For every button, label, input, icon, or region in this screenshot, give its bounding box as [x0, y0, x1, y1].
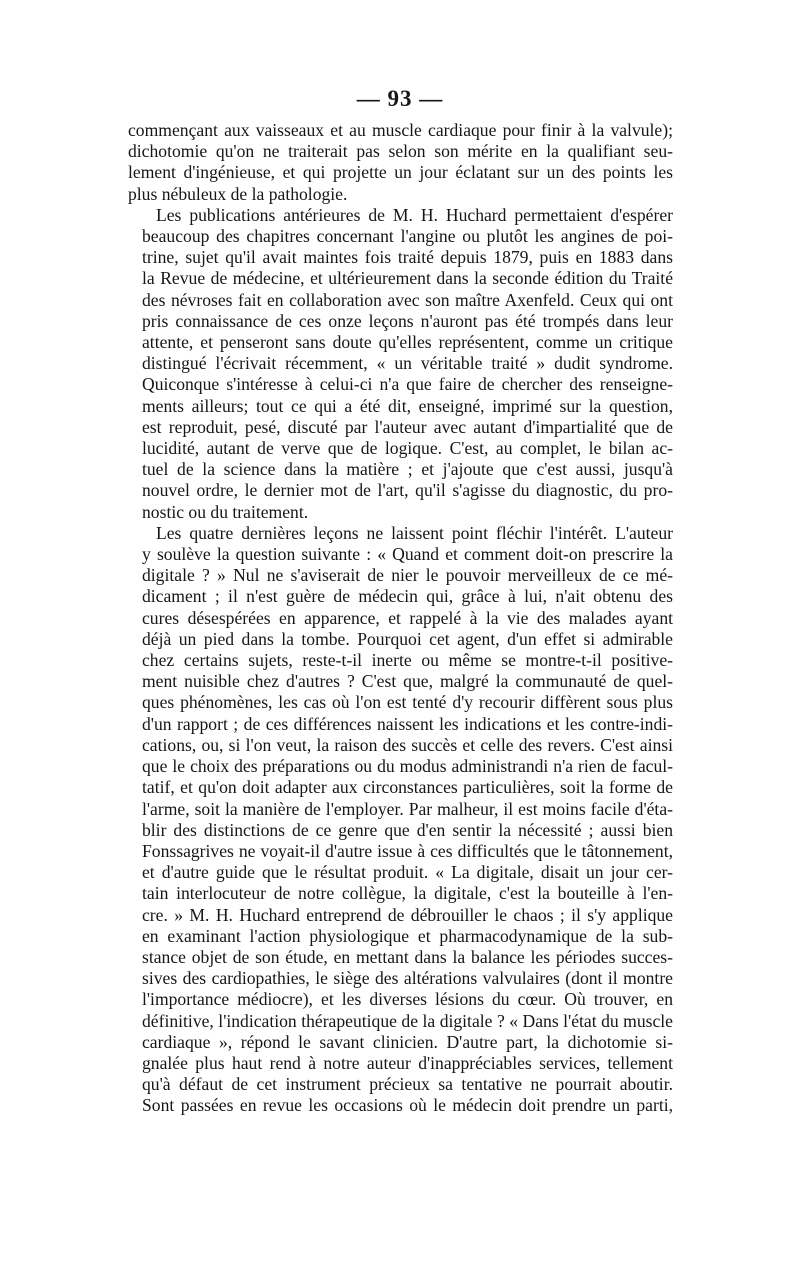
text-line: Sont passées en revue les occasions où le médecin doit prendre un parti,: [142, 1095, 673, 1116]
text-line: cardiaque », répond le savant clinicien. D'autre part, la dichotomie si-: [142, 1031, 673, 1052]
text-line: dichotomie qu'on ne traiterait pas selon son mérite en la qualifiant seu-: [128, 141, 673, 162]
text-line: Les quatre dernières leçons ne laissent point fléchir l'intérêt. L'auteur: [156, 522, 673, 543]
text-line: cations, ou, si l'on veut, la raison des succès et celle des revers. C'est ainsi: [142, 734, 673, 755]
text-line: en examinant l'action physiologique et pharmacodynamique de la sub-: [142, 925, 673, 946]
text-line: Fonssagrives ne voyait-il d'autre issue à ces difficultés que le tâtonnement,: [142, 840, 673, 861]
text-line: lucidité, autant de verve que de logique. C'est, au complet, le bilan ac-: [142, 438, 673, 459]
text-line: digitale ? » Nul ne s'aviserait de nier le pouvoir merveilleux de ce mé-: [142, 565, 673, 586]
text-line: trine, sujet qu'il avait maintes fois traité depuis 1879, puis en 1883 dans: [142, 247, 673, 268]
text-line: tuel de la science dans la matière ; et j'ajoute que c'est aussi, jusqu'à: [142, 459, 673, 480]
text-line: cre. » M. H. Huchard entreprend de débrouiller le chaos ; il s'y applique: [142, 904, 673, 925]
body-text: [128, 120, 673, 1117]
text-line: que le choix des préparations ou du modus administrandi n'a rien de facul-: [142, 756, 673, 777]
text-line: sives des cardiopathies, le siège des altérations valvulaires (dont il montre: [142, 968, 673, 989]
text-line: distingué l'écrivait récemment, « un véritable traité » dudit syndrome.: [142, 353, 673, 374]
text-line: ment nuisible chez d'autres ? C'est que, malgré la communauté de quel-: [142, 671, 673, 692]
text-line: d'un rapport ; de ces différences naissent les indications et les contre-indi-: [142, 713, 673, 734]
text-line: l'importance médiocre), et les diverses lésions du cœur. Où trouver, en: [142, 989, 673, 1010]
text-line: y soulève la question suivante : « Quand et comment doit-on prescrire la: [142, 544, 673, 565]
text-line: Les publications antérieures de M. H. Huchard permettaient d'espérer: [156, 204, 673, 225]
text-line: nouvel ordre, le dernier mot de l'art, qu'il s'agisse du diagnostic, du pro-: [142, 480, 673, 501]
text-line: nostic ou du traitement.: [142, 501, 309, 522]
text-line: dicament ; il n'est guère de médecin qui, grâce à lui, n'ait obtenu des: [142, 586, 673, 607]
text-line: la Revue de médecine, et ultérieurement dans la seconde édition du Traité: [142, 268, 673, 289]
text-line: attente, et penseront sans doute qu'elles représentent, comme un critique: [142, 332, 673, 353]
text-line: Quiconque s'intéresse à celui-ci n'a que faire de chercher des renseigne-: [142, 374, 673, 395]
text-line: blir des distinctions de ce genre que d'en sentir la nécessité ; aussi bien: [142, 819, 673, 840]
text-line: tatif, et qu'on doit adapter aux circonstances particulières, soit la forme de: [142, 777, 673, 798]
text-line: plus nébuleux de la pathologie.: [128, 183, 348, 204]
page-number: — 93 —: [356, 86, 444, 111]
text-line: stance objet de son étude, en mettant dans la balance les périodes succes-: [142, 946, 673, 967]
text-line: ques phénomènes, les cas où l'on est tenté d'y recourir diffèrent sous plus: [142, 692, 673, 713]
text-line: est reproduit, pesé, discuté par l'auteur avec autant d'impartialité que de: [142, 416, 673, 437]
text-line: tain interlocuteur de notre collègue, la digitale, c'est la bouteille à l'en-: [142, 883, 673, 904]
text-line: des névroses fait en collaboration avec son maître Axenfeld. Ceux qui ont: [142, 289, 673, 310]
text-line: qu'à défaut de cet instrument précieux sa tentative ne pourrait aboutir.: [142, 1074, 673, 1095]
text-line: beaucoup des chapitres concernant l'angine ou plutôt les angines de poi-: [142, 226, 673, 247]
text-line: et d'autre guide que le résultat produit. « La digitale, disait un jour cer-: [142, 862, 673, 883]
text-line: commençant aux vaisseaux et au muscle cardiaque pour finir à la valvule);: [128, 120, 673, 140]
text-line: pris connaissance de ces onze leçons n'auront pas été trompés dans leur: [142, 310, 673, 331]
paragraph-2: [128, 205, 673, 523]
text-line: chez certains sujets, reste-t-il inerte ou même se montre-t-il positive-: [142, 650, 673, 671]
text-line: lement d'ingénieuse, et qui projette un jour éclatant sur un des points les: [128, 162, 673, 183]
text-line: cures désespérées en apparence, et rappelé à la vie des malades ayant: [142, 607, 673, 628]
text-line: gnalée plus haut rend à notre auteur d'inappréciables services, tellement: [142, 1052, 673, 1073]
paragraph-1: [128, 120, 673, 205]
text-line: définitive, l'indication thérapeutique de la digitale ? « Dans l'état du muscle: [142, 1010, 673, 1031]
paragraph-3: [128, 523, 673, 1117]
text-line: ments ailleurs; tout ce qui a été dit, enseigné, imprimé sur la question,: [142, 395, 673, 416]
text-line: déjà un pied dans la tombe. Pourquoi cet agent, d'un effet si admirable: [142, 628, 673, 649]
text-line: l'arme, soit la manière de l'employer. Par malheur, il est moins facile d'éta-: [142, 798, 673, 819]
